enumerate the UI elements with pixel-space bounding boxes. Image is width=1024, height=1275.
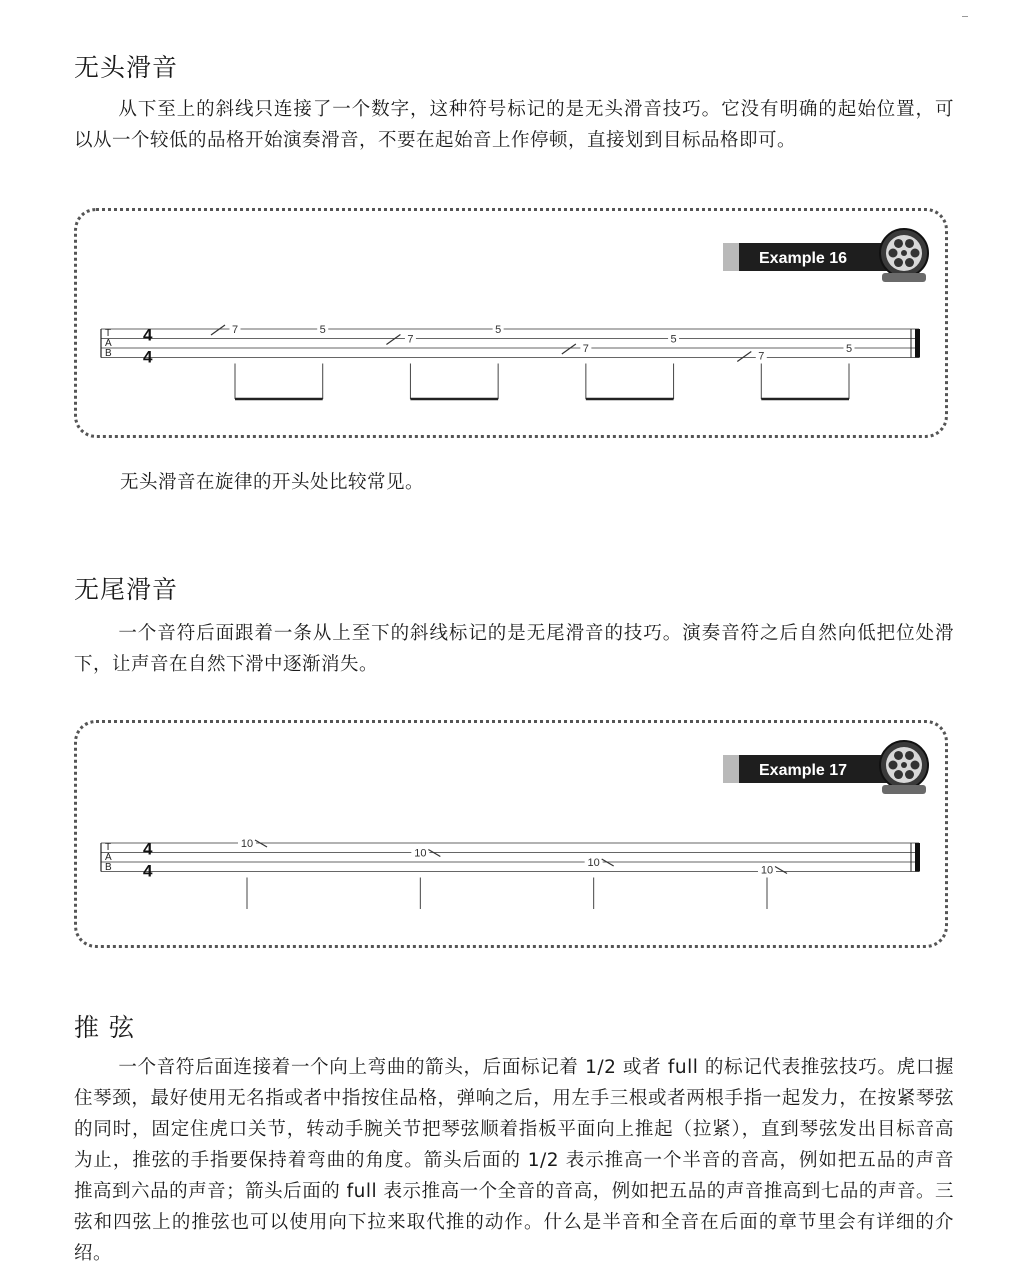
time-signature-bottom: 4 <box>143 347 153 367</box>
fret-number: 7 <box>758 350 765 363</box>
fret-number: 5 <box>670 333 677 346</box>
time-signature-bottom: 4 <box>143 861 153 881</box>
fret-number: 5 <box>845 343 853 355</box>
paragraph-tailless-slide: 一个音符后面跟着一条从上至下的斜线标记的是无尾滑音的技巧。演奏音符之后自然向低把位处滑下，让声音在自然下滑中逐渐消失。 <box>74 623 954 675</box>
tab-letter: A <box>105 338 112 349</box>
slide-in-mark <box>386 335 400 345</box>
paragraph-headless-slide: 从下至上的斜线只连接了一个数字，这种符号标记的是无头滑音技巧。它没有明确的起始位置，可以从一个较低的品格开始演奏滑音，不要在起始音上作停顿，直接划到目标品格即可。 <box>74 99 954 151</box>
example-label: Example 17 <box>759 762 848 779</box>
tab-notation-example-16 <box>77 211 951 441</box>
slide-out-mark <box>775 867 787 874</box>
example-badge-fade <box>723 243 739 271</box>
tab-letter: A <box>105 852 112 863</box>
fret-number: 7 <box>231 324 239 336</box>
page-corner-mark <box>962 16 968 17</box>
tab-letter: B <box>105 348 112 359</box>
time-signature-top: 4 <box>143 839 153 859</box>
example-label: Example 16 <box>759 250 848 267</box>
tab-letter: B <box>105 862 112 873</box>
tab-letter: T <box>105 328 112 339</box>
time-signature-top: 4 <box>143 325 153 345</box>
section-title-tailless-slide: 无尾滑音 <box>74 575 179 604</box>
section-title-bend: 推 弦 <box>74 1013 135 1042</box>
fret-number: 5 <box>319 324 326 336</box>
end-barline-thick <box>915 843 920 872</box>
slide-in-mark <box>211 325 225 335</box>
fret-number: 10 <box>587 857 600 869</box>
fret-number: 5 <box>495 324 502 336</box>
film-reel-icon <box>880 741 928 794</box>
tab-letter: T <box>105 842 112 853</box>
film-reel-icon <box>880 229 928 282</box>
example-box-17 <box>74 720 948 948</box>
end-barline-thick <box>915 329 920 358</box>
note-headless-slide: 无头滑音在旋律的开头处比较常见。 <box>120 472 425 493</box>
fret-number: 7 <box>407 333 414 346</box>
slide-in-mark <box>737 352 751 362</box>
example-box-16 <box>74 208 948 438</box>
fret-number: 7 <box>582 343 589 355</box>
fret-number: 10 <box>760 864 774 877</box>
tab-notation-example-17 <box>77 723 951 951</box>
slide-in-mark <box>562 344 576 354</box>
section-title-headless-slide: 无头滑音 <box>74 53 179 82</box>
fret-number: 10 <box>414 847 427 860</box>
example-badge-fade <box>723 755 739 783</box>
paragraph-bend: 一个音符后面连接着一个向上弯曲的箭头，后面标记着 1/2 或者 full 的标记代表推弦技巧。虎口握住琴颈，最好使用无名指或者中指按住品格，弹响之后，用左手三根或者两根手指一起发力，在按紧琴弦的同时，固定住虎口关节，转动手腕关节把琴弦顺着指板平面向上推起（拉紧），直到琴弦发出目标音高为止，推弦的手指要保持着弯曲的角度。箭头后面的 1/2 表示推高一个半音的音高，例如把五品的声音推高到六品的声音；箭头后面的 full 表示推高一个全音的音高，例如把五品的声音推高到七品的声音。三弦和四弦上的推弦也可以使用向下拉来取代推的动作。什么是半音和全音在后面的章节里会有详细的介绍。 <box>74 1057 954 1264</box>
fret-number: 10 <box>240 838 254 850</box>
